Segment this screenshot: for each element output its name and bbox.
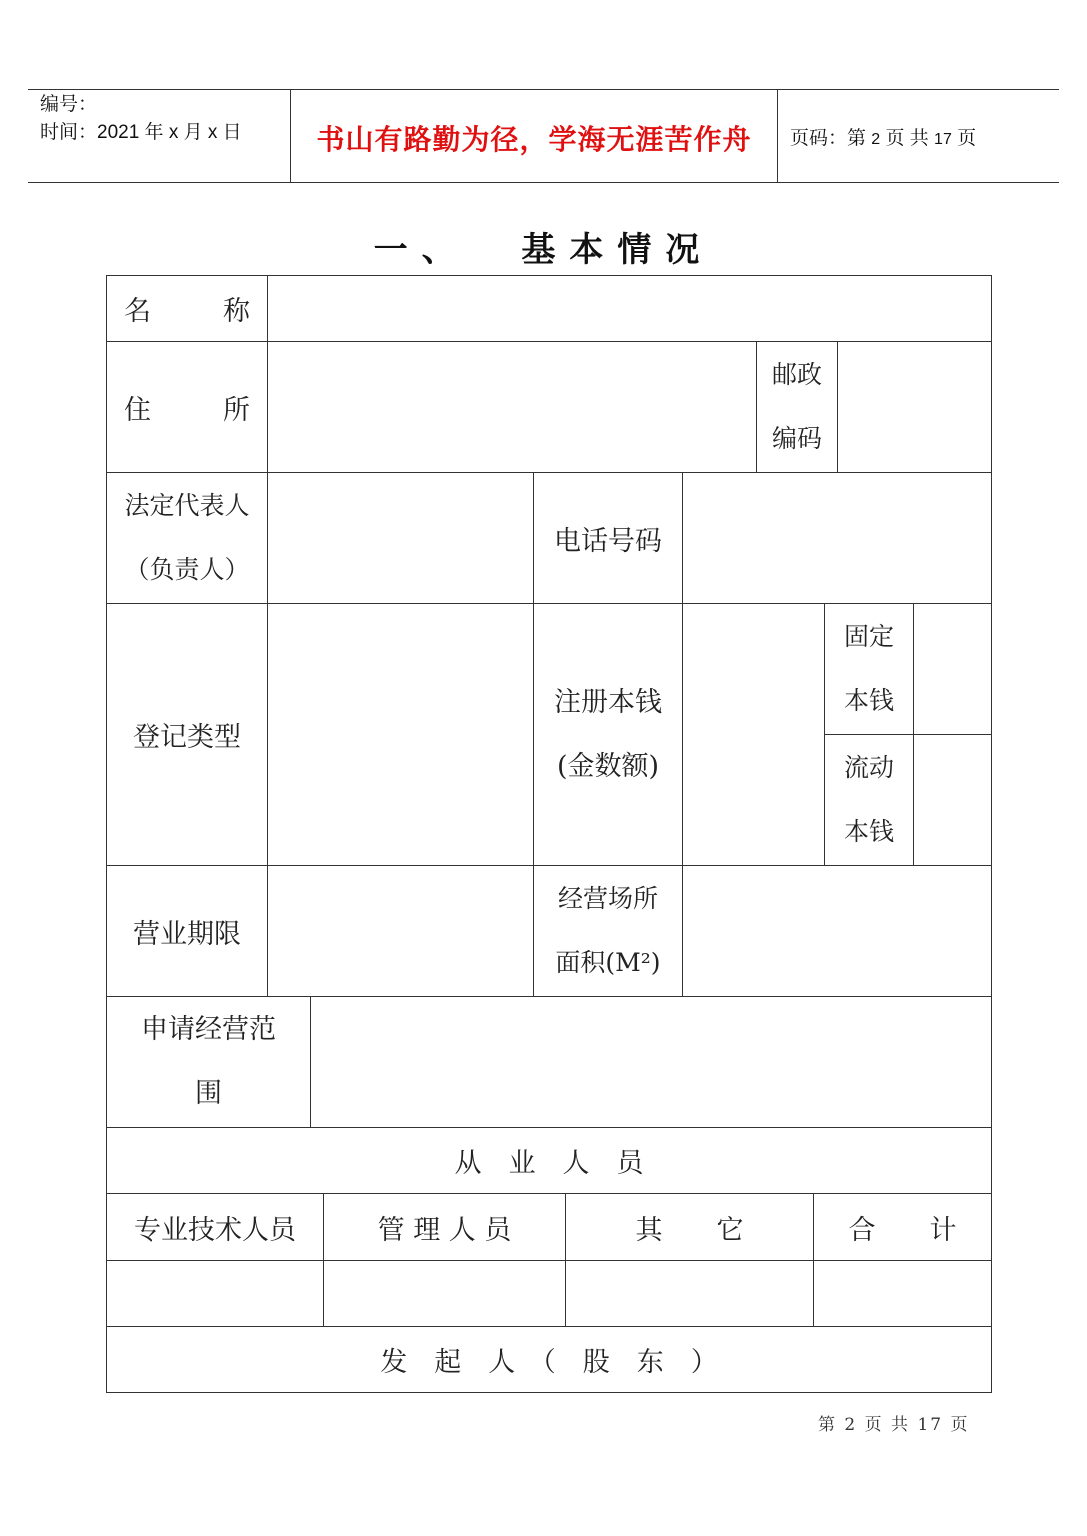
- header-time-label: 时间：2021 年 x 月 x 日: [40, 122, 242, 143]
- staff-value-management[interactable]: [323, 1260, 566, 1327]
- postal-code-label: [756, 341, 838, 473]
- name-value-cell[interactable]: [267, 275, 992, 342]
- legal-rep-label-line-2: （负责人）: [124, 555, 250, 584]
- reg-type-value-cell[interactable]: [267, 603, 534, 866]
- address-label: [106, 341, 268, 473]
- footer-page-info: [818, 1410, 970, 1435]
- header-page-prefix: 页码：第: [790, 128, 867, 149]
- scope-label: [106, 996, 311, 1128]
- fixed-capital-value-cell[interactable]: [913, 603, 992, 735]
- header-motto: 书山有路勤为径，学海无涯苦作舟: [316, 123, 752, 156]
- footer-page-number: 2: [844, 1415, 858, 1435]
- header-top-rule: [28, 89, 1059, 90]
- reg-capital-label-line-1: 注册本钱: [554, 686, 662, 718]
- flow-capital-value-cell[interactable]: [913, 734, 992, 866]
- name-label-part-2: 称: [223, 296, 250, 327]
- header-page-mid: 页 共: [885, 128, 929, 149]
- staff-col-other: 其 它: [635, 1214, 744, 1246]
- postal-code-label-line-1: 邮政: [771, 360, 822, 389]
- flow-capital-label-line-1: 流动: [843, 753, 894, 782]
- legal-rep-label: [106, 472, 268, 604]
- header-divider-2: [777, 89, 778, 183]
- header-page-total: 17: [934, 131, 952, 148]
- staff-value-total[interactable]: [813, 1260, 992, 1327]
- scope-value-cell[interactable]: [310, 996, 992, 1128]
- staff-header: 从 业 人 员: [454, 1148, 644, 1179]
- staff-value-other[interactable]: [565, 1260, 814, 1327]
- staff-col-total: 合 计: [848, 1214, 957, 1246]
- header-page-suffix: 页: [957, 128, 977, 149]
- phone-value-cell[interactable]: [682, 472, 992, 604]
- header-bottom-rule: [28, 182, 1059, 183]
- legal-rep-label-line-1: 法定代表人: [124, 491, 250, 520]
- name-label: [106, 275, 268, 342]
- area-value-cell[interactable]: [682, 865, 992, 997]
- reg-type-label: 登记类型: [133, 722, 241, 753]
- postal-code-label-line-2: 编码: [771, 424, 822, 453]
- scope-label-line-1: 申请经营范: [141, 1014, 276, 1045]
- address-label-part-1: 住: [124, 394, 151, 426]
- footer-page-total: 17: [917, 1415, 944, 1435]
- header-serial-label: 编号：: [40, 94, 98, 115]
- term-value-cell[interactable]: [267, 865, 534, 997]
- phone-label: 电话号码: [554, 525, 662, 557]
- flow-capital-label: [824, 734, 914, 866]
- founders-header: 发 起 人 （ 股 东 ）: [380, 1347, 718, 1378]
- term-label: 营业期限: [133, 918, 241, 950]
- page-title: 一、 基本情况: [373, 230, 714, 270]
- address-label-part-2: 所: [223, 394, 250, 426]
- reg-capital-label-line-2: (金数额): [556, 750, 660, 782]
- header-page-info: [790, 123, 976, 150]
- fixed-capital-label-line-1: 固定: [843, 622, 894, 651]
- staff-col-management: 管 理 人 员: [377, 1214, 512, 1246]
- reg-capital-value-cell[interactable]: [682, 603, 825, 866]
- address-value-cell[interactable]: [267, 341, 757, 473]
- fixed-capital-label-line-2: 本钱: [843, 686, 894, 715]
- footer-prefix: 第: [818, 1415, 837, 1435]
- footer-mid: 页 共: [864, 1415, 911, 1435]
- name-label-part-1: 名: [124, 296, 151, 327]
- area-label-line-2: 面积(M²): [555, 948, 661, 977]
- staff-value-professional[interactable]: [106, 1260, 324, 1327]
- area-label: [533, 865, 683, 997]
- postal-code-value-cell[interactable]: [837, 341, 992, 473]
- header-page-number: 2: [871, 131, 881, 148]
- fixed-capital-label: [824, 603, 914, 735]
- staff-col-professional: 专业技术人员: [134, 1214, 296, 1246]
- legal-rep-value-cell[interactable]: [267, 472, 534, 604]
- flow-capital-label-line-2: 本钱: [843, 817, 894, 846]
- scope-label-line-2: 围: [195, 1078, 222, 1109]
- footer-suffix: 页: [950, 1415, 970, 1435]
- reg-capital-label: [533, 603, 683, 866]
- area-label-line-1: 经营场所: [557, 884, 658, 913]
